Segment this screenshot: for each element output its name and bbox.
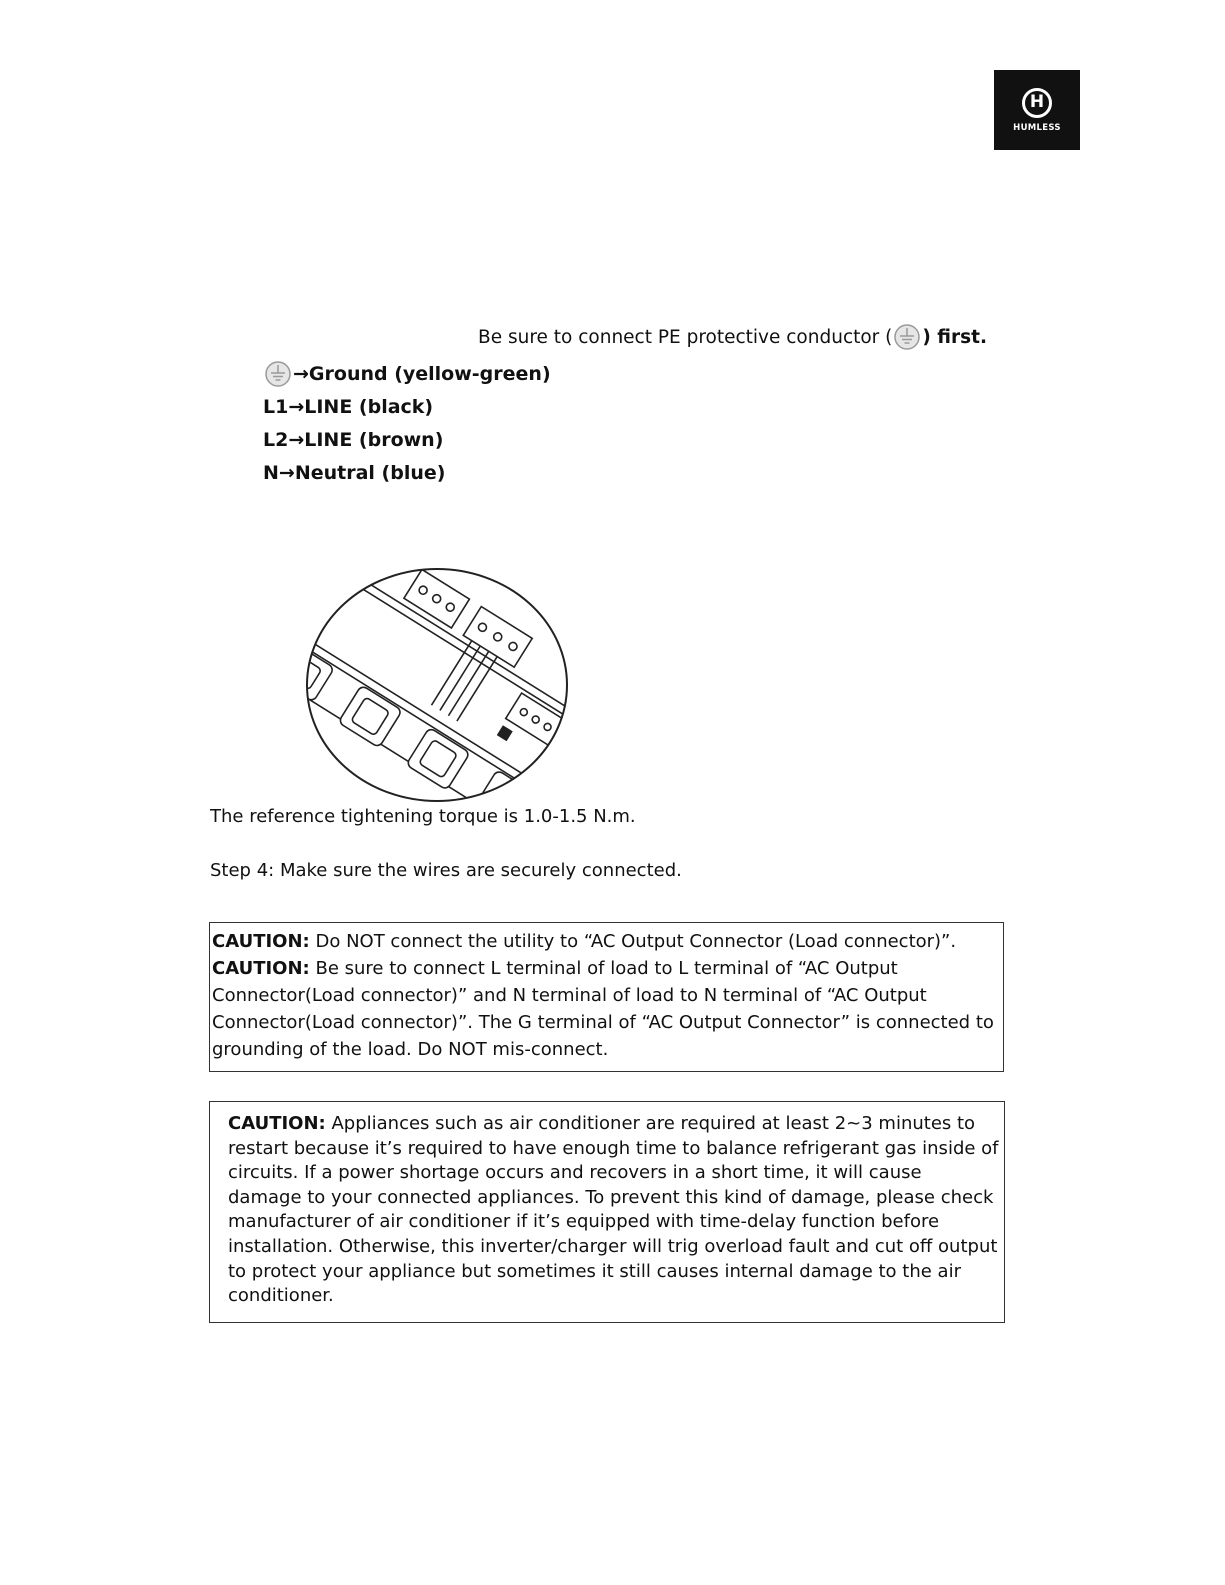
pe-note-after: ) first. [922,326,988,348]
pe-conductor-note [478,323,987,351]
logo-mark-icon: H [1022,88,1052,118]
terminal-wiring-illustration [303,565,571,805]
step-4-instruction: Step 4: Make sure the wires are securely connected. [210,860,682,881]
caution-line: Connector(Load connector)”. The G terminal of “AC Output Connector” is connected to [212,1012,994,1033]
wire-item-label: L1→LINE (black) [263,395,434,418]
torque-note: The reference tightening torque is 1.0-1.5 N.m. [210,806,636,827]
ground-symbol-icon [263,360,293,388]
wire-item-neutral [263,456,551,489]
caution-line: Connector(Load connector)” and N terminal of load to N terminal of “AC Output [212,985,927,1006]
caution-line: conditioner. [228,1285,334,1307]
caution-line: circuits. If a power shortage occurs and recovers in a short time, it will cause [228,1162,922,1184]
caution-line [212,928,1001,955]
caution-label: CAUTION: [212,931,310,952]
caution-label: CAUTION: [228,1113,326,1134]
brand-logo [994,70,1080,150]
caution-line: grounding of the load. Do NOT mis-connect. [212,1039,609,1060]
caution-text: Do NOT connect the utility to “AC Output Connector (Load connector)”. [309,931,957,952]
caution-line: to protect your appliance but sometimes it still causes internal damage to the air [228,1260,961,1282]
pe-note-before: Be sure to connect PE protective conductor ( [478,326,893,348]
caution-line: manufacturer of air conditioner if it’s equipped with time-delay function before [228,1211,940,1233]
caution-line [212,955,1001,982]
caution-line: restart because it’s required to have enough time to balance refrigerant gas inside of [228,1137,999,1159]
caution-box-air-conditioner [209,1101,1005,1323]
caution-line: installation. Otherwise, this inverter/charger will trig overload fault and cut off output [228,1235,998,1257]
wire-item-label: →Ground (yellow-green) [293,362,551,385]
caution-line: damage to your connected appliances. To prevent this kind of damage, please check [228,1186,994,1208]
caution-label: CAUTION: [212,958,310,979]
caution-box-load-connector [209,922,1004,1072]
caution-text: Appliances such as air conditioner are required at least 2~3 minutes to [325,1113,976,1134]
wire-item-label: N→Neutral (blue) [263,461,446,484]
wire-item-l2 [263,423,551,456]
logo-text: HUMLESS [1013,122,1061,133]
caution-text: Be sure to connect L terminal of load to L terminal of “AC Output [309,958,898,979]
wire-item-label: L2→LINE (brown) [263,428,444,451]
caution-line [228,1112,986,1137]
ground-symbol-icon [892,323,922,351]
wire-color-list [263,357,551,489]
wire-item-l1 [263,390,551,423]
wire-item-ground [263,357,551,390]
